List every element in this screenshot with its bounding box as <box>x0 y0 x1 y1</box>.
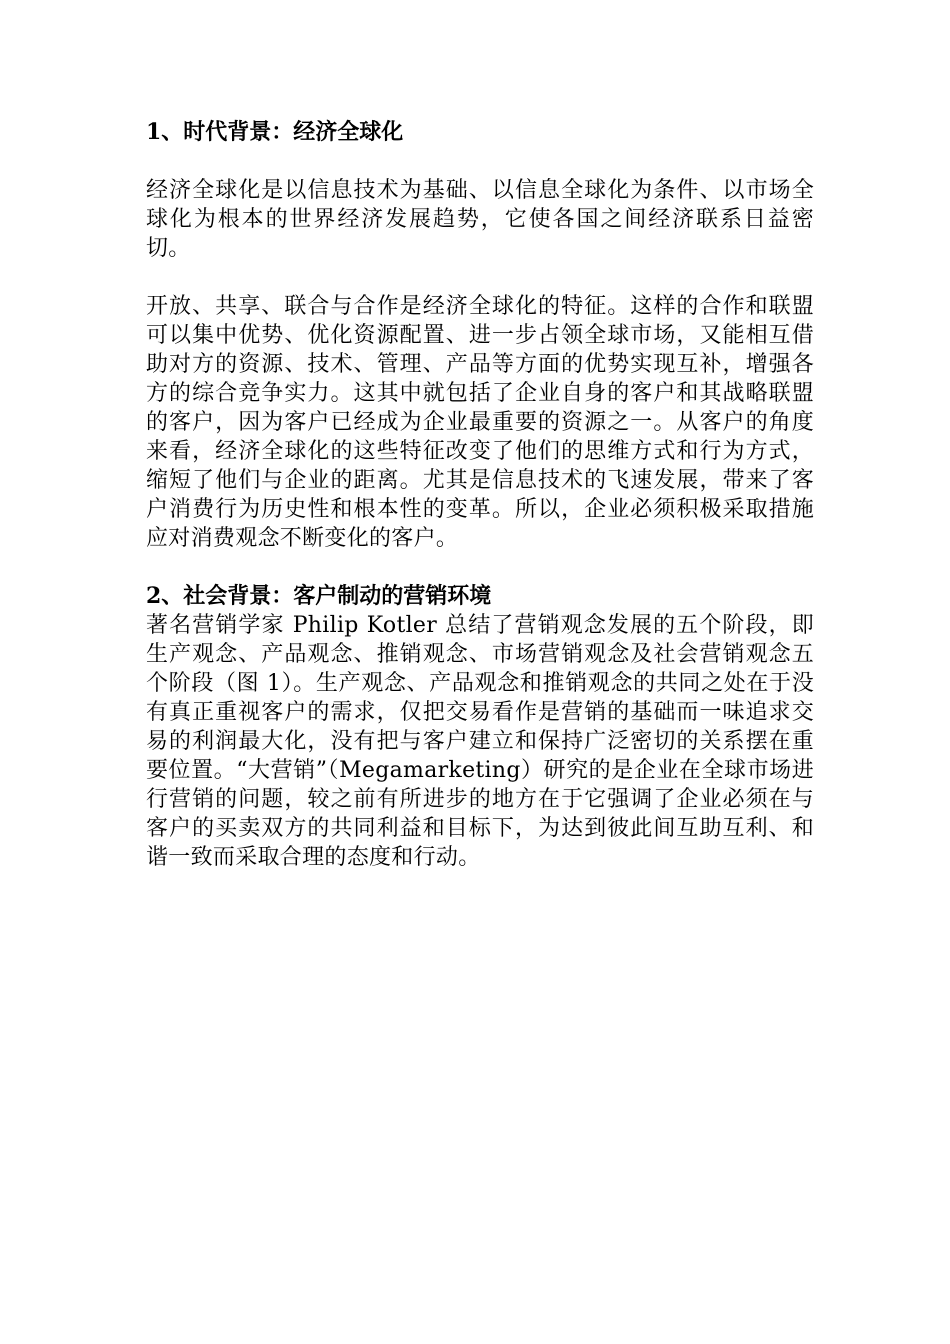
section-1-paragraph-1: 经济全球化是以信息技术为基础、以信息全球化为条件、以市场全球化为根本的世界经济发展趋势，它使各国之间经济联系日益密切。 <box>146 178 814 261</box>
document-page <box>146 118 814 872</box>
section-2-heading: 2、社会背景：客户制动的营销环境 <box>146 583 492 609</box>
section-1-paragraph-2: 开放、共享、联合与合作是经济全球化的特征。这样的合作和联盟可以集中优势、优化资源配置、进一步占领全球市场，又能相互借助对方的资源、技术、管理、产品等方面的优势实现互补，增强各方的综合竞争实力。这其中就包括了企业自身的客户和其战略联盟的客户，因为客户已经成为企业最重要的资源之一。从客户的角度来看，经济全球化的这些特征改变了他们的思维方式和行为方式，缩短了他们与企业的距离。尤其是信息技术的飞速发展，带来了客户消费行为历史性和根本性的变革。所以，企业必须积极采取措施应对消费观念不断变化的客户。 <box>146 294 814 551</box>
section-2-paragraph-1: 著名营销学家 Philip Kotler 总结了营销观念发展的五个阶段，即生产观念、产品观念、推销观念、市场营销观念及社会营销观念五个阶段（图 1）。生产观念、产品观念和推销观念的共同之处在于没有真正重视客户的需求，仅把交易看作是营销的基础而一味追求交易的利润最大化，没有把与客户建立和保持广泛密切的关系摆在重要位置。“大营销”（Megamarketing）研究的是企业在全球市场进行营销的问题，较之前有所进步的地方在于它强调了企业必须在与客户的买卖双方的共同利益和目标下，为达到彼此间互助互利、和谐一致而采取合理的态度和行动。 <box>146 613 814 870</box>
spacer <box>146 147 814 176</box>
spacer <box>146 553 814 582</box>
spacer <box>146 263 814 292</box>
section-1-heading: 1、时代背景：经济全球化 <box>146 119 404 145</box>
